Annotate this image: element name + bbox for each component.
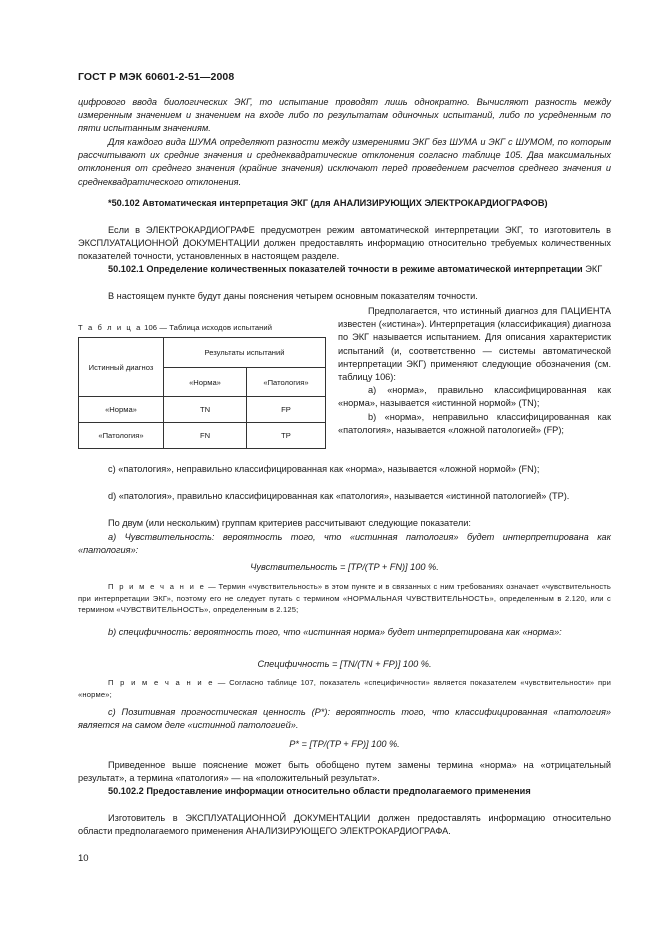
section-50-102-2-paragraph: Изготовитель в ЭКСПЛУАТАЦИОННОЙ ДОКУМЕНТАЦИИ должен предоставлять информацию относительно области предполагаемого применения АНАЛИЗИРУЮЩЕГО ЭЛЕКТРОКАРДИОГРАФА.: [78, 813, 611, 837]
summary-paragraph: Приведенное выше пояснение может быть обобщено путем замены термина «норма» на «отрицательный результат», а термина «патология» — на «положительный результат».: [78, 760, 611, 784]
criteria-intro: По двум (или нескольким) группам критериев рассчитывают следующие показатели:: [108, 518, 471, 528]
intro-paragraph-1: цифрового ввода биологических ЭКГ, то испытание проводят лишь однократно. Вычисляют разность между измеренным значением и значением на входе либо по результатам одиночных испытаний, либо по усредненным по пяти испытанным значениям.: [78, 97, 611, 134]
table-row: [79, 423, 326, 449]
intro-paragraph-2: Для каждого вида ШУМА определяют разности между измерениями ЭКГ без ШУМА и ЭКГ с ШУМОМ, по которым рассчитывают их средние значения и среднеквадратические отклонения согласно таблице 105. Два максимальных отклонения от среднего значения (крайние значения) исключают перед проведением расчетов среднего значения и среднеквадратического отклонения.: [78, 137, 611, 187]
item-b: b) «норма», неправильно классифицированная как «патология», называется «ложной патологией» (FP);: [338, 411, 611, 435]
note-lead: П р и м е ч а н и е: [108, 582, 206, 591]
section-50-102-paragraph: Если в ЭЛЕКТРОКАРДИОГРАФЕ предусмотрен режим автоматической интерпретации ЭКГ, то изготовитель в ЭКСПЛУАТАЦИОННОЙ ДОКУМЕНТАЦИИ должен предоставлять информацию относительно требуемых количественных показателей точности, установленных в настоящем разделе.: [78, 225, 611, 262]
item-c: c) «патология», неправильно классифицированная как «норма», называется «ложной нормой» (FN);: [108, 464, 540, 474]
ppv-definition: c) Позитивная прогностическая ценность (P*): вероятность того, что классифицированная «патология» является на самом деле «истинной патологией».: [78, 707, 611, 731]
table-header-diagnosis: Истинный диагноз: [79, 338, 164, 397]
section-50-102-1-paragraph: В настоящем пункте будут даны пояснения четырем основным показателям точности.: [108, 291, 478, 301]
section-50-102-1-heading-bold: 50.102.1 Определение количественных показателей точности в режиме автоматической интерпретации: [108, 264, 583, 274]
table-caption-lead: Т а б л и ц а: [78, 323, 142, 332]
ppv-formula: P* = [TP/(TP + FP)] 100 %.: [289, 739, 400, 749]
table-cell: TN: [164, 397, 247, 423]
note-text: — Согласно таблице 107, показатель «специфичности» является показателем «чувствительности» при «норме»;: [78, 678, 611, 699]
table-caption: [78, 323, 272, 332]
item-d: d) «патология», правильно классифицированная как «патология», называется «истинной патологией» (TP).: [108, 491, 570, 501]
table-row-label: «Патология»: [79, 423, 164, 449]
table-header-results: Результаты испытаний: [164, 338, 326, 368]
document-header: ГОСТ Р МЭК 60601-2-51—2008: [78, 71, 235, 83]
note-lead: П р и м е ч а н и е: [108, 678, 215, 687]
table-row: [79, 397, 326, 423]
table-cell: FN: [164, 423, 247, 449]
right-column-text: [338, 305, 611, 437]
specificity-note: [78, 677, 611, 700]
section-50-102-2-heading: 50.102.2 Предоставление информации относительно области предполагаемого применения: [108, 786, 531, 796]
sensitivity-definition: a) Чувствительность: вероятность того, что «истинная патология» будет интерпретирована как «патология»:: [78, 532, 611, 556]
sensitivity-formula: Чувствительность = [TP/(TP + FN)] 100 %.: [250, 562, 439, 572]
table-cell: TP: [247, 423, 326, 449]
right-column-intro: Предполагается, что истинный диагноз для ПАЦИЕНТА известен («истина»). Интерпретация (классификация) диагноза по ЭКГ называется испытанием. Для описания характеристик испытаний (и, соответственно — системы автоматической интерпретации ЭКГ) применяют следующие обозначения (см. таблицу 106):: [338, 306, 611, 383]
table-caption-text: 106 — Таблица исходов испытаний: [144, 323, 273, 332]
table-col-norm: «Норма»: [164, 368, 247, 397]
section-50-102-1-heading: [78, 263, 611, 276]
section-50-102-1-heading-tail: ЭКГ: [585, 264, 603, 274]
table-col-pathology: «Патология»: [247, 368, 326, 397]
table-row-label: «Норма»: [79, 397, 164, 423]
specificity-formula: Специфичность = [TN/(TN + FP)] 100 %.: [257, 659, 432, 669]
sensitivity-note: [78, 581, 611, 616]
section-50-102-heading: *50.102 Автоматическая интерпретация ЭКГ (для АНАЛИЗИРУЮЩИХ ЭЛЕКТРОКАРДИОГРАФОВ): [108, 198, 548, 208]
note-text: — Термин «чувствительность» в этом пункте и в связанных с ним требованиях означает «чувствительность при интерпретации ЭКГ», поэтому его не следует путать с термином «НОРМАЛЬНАЯ ЧУВСТВИТЕЛЬНОСТЬ», определенным в 2.120, или с термином «ЧУВСТВИТЕЛЬНОСТЬ», определенным в 2.125;: [78, 582, 611, 614]
page-number: 10: [78, 853, 89, 864]
table-cell: FP: [247, 397, 326, 423]
item-a: a) «норма», правильно классифицированная как «норма», называется «истинной нормой» (TN);: [338, 385, 611, 409]
test-outcomes-table: [78, 337, 326, 449]
specificity-definition: b) специфичность: вероятность того, что «истинная норма» будет интерпретирована как «норма»:: [108, 627, 562, 637]
